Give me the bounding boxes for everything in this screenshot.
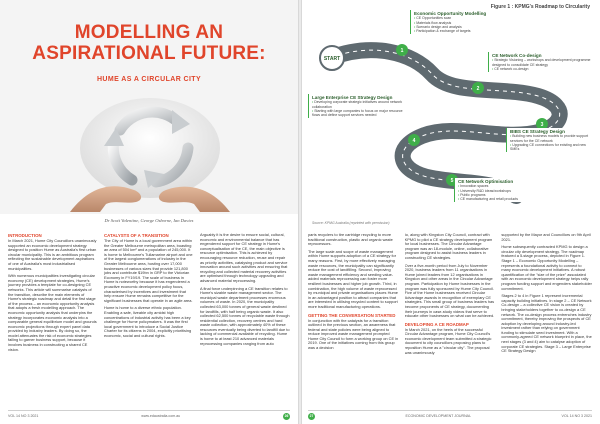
right-column-1 [308,233,399,411]
stage-item: • University R&D ideas/workshops [458,189,569,193]
paragraph: In March 2021, Hume City Councillors unanimously supported an economic development strategy designed to position Hume as Australia's first urban circular municipality. This is an ambitious program reflecting the sustainable development aspirations of one of Australia's most industrialised municipalities. [8,238,97,271]
figure-source: Source: KPMG Australia (reprinted with permission) [312,221,390,225]
title-line-2: ASPIRATIONAL FUTURE: [32,43,266,64]
stage-item: • Public programs [458,193,569,197]
paragraph: Hume subsequently contracted KPMG to design a circular city development strategy. The roadmap featured a 5-stage process, depicted in Figure 1. Stage 1 – Economic Opportunity Modelling – represents a foundational activity to connect to many economic development initiatives. A robust quantification of the "size of the prize" associated with an economic development strategy helps rally program funding support and engenders stakeholder commitment. [501,244,592,291]
svg-text:5: 5 [450,178,454,184]
article-subtitle: HUME AS A CIRCULAR CITY [96,76,202,83]
svg-text:1: 1 [400,48,404,54]
left-page-columns [8,233,290,411]
paragraph: A final force underpinning a CE transition relates to Hume's sizable waste management sector. The municipal waste department processes enormous volumes of waste. In 2020, the municipality collected 63,000 tonnes of general waste destined for landfills, with half being organic waste. It also collected 62,500 tonnes of recyclable waste through residential collection, recovery centres and hard waste collection, with approximately 40% of these resources eventually being diverted to landfill due to lacking of commercial available of recycling. Hume is home to at least 210 advanced materials reprocessing companies ranging from auto [200,285,290,346]
stage-item: • Strategic Visioning – workshops and development programme designed to consolidate CE strategy [492,58,591,66]
footer-issue: VOL 14 NO 3 2021 [561,414,592,418]
stage-item: • Materials flow analysis [414,21,537,25]
stage-item: • Upgrading CE connections for existing and new SMEs [510,143,593,151]
stage-item: • Starting with large companies to focus on major resource flows and define support services needed [312,109,405,117]
stage-item: • CE manufacturing and retail products [458,197,569,201]
stage-item: • CE network co-design [492,67,591,71]
left-column-3 [200,233,290,411]
title-line-1: MODELLING AN [74,22,224,43]
road-path [330,50,560,196]
svg-text:2: 2 [476,86,480,92]
right-page-footer [308,412,592,420]
paragraph: The large scale and scope of waste management within Hume supports adoption of a CE strategy for many reasons. First, by more effectively managing waste resources, the municipality can significantly reduce the cost of landfilling. Second, improving waste management efficiency and seeding value-added materials reprocessing can foster more resilient businesses and higher job growth. Third, in combination, the high volume of waste reprocessed by municipal and private organisations places Hume in an advantaged position to attract companies that are interested in utilising recycled content to support more traditional manufacturing operations. [308,248,398,309]
recycle-arrows-in-hands-icon [60,90,240,212]
stage-2-box [488,52,594,72]
footer-journal-name: ECONOMIC DEVELOPMENT JOURNAL [405,414,472,418]
section-heading-roadmap: DEVELOPING A CE ROADMAP [404,321,469,327]
paragraph: parts recyclers to tire cartridge recycling to more traditional construction, plastic and organic waste reprocessors. [308,233,393,247]
svg-text:4: 4 [412,138,416,144]
hero-banner [0,0,298,214]
stage-title: Large Enterprise CE Strategy Design [312,95,393,100]
stage-item: • Innovation spaces [458,184,569,188]
paragraph: Stages 2 to 4 in Figure 1 represent incremental capacity building initiatives. In stage 2 – CE Network Co-design – a collective CE vision is created by bringing stakeholders together to co-design a CE network. The co-design process entrenches industry commitment, thereby improving the prospects of CE adoption by developing around industry-led investment rather than relying on government funding to stimulate seed investment. With a commonly-agreed CE network blueprint in place, the next stages (3 and 4) aim to catalyse adoption of corporate CE strategies. Stage 3 – Large Enterprise CE Strategy Design [501,293,592,354]
paragraph: With numerous municipalities investigating circular economy (CE) development strategies, Hume's journey provides a template for co-designing CE networks. This article will summarise catalysts of the transition, describe the main elements of Hume's strategic roadmap and detail the first stage of the process – an economic opportunity analysis that adopts a fresh modelling approach. The economic opportunity analysis that underpins the strategy incorporates economic analysis into a comparable general equilibrium model and grounds economic projections through expert panel data provided by industry leaders. By doing so, the model attenuates the risk of economic strategies failing to garner business support, because it involves business in constructing a shared CE vision. [8,273,97,352]
stage-title: CE Network Optimisation [458,179,514,184]
svg-text:3: 3 [540,122,544,128]
section-heading-introduction: INTRODUCTION [8,233,42,238]
section-heading-conversation: GETTING THE CONVERSATION STARTED [308,312,396,318]
stage-title: Economic Opportunity Modelling [414,11,487,16]
stage-item: • Developing corporate strategic initiatives around network collaboration [312,100,405,108]
stage-1-box [410,10,540,34]
page-number: 26 [284,413,289,418]
stage-5-box [454,178,572,202]
figure-caption: Figure 1 : KPMG's Roadmap to Circularity [490,4,590,10]
paragraph: In conjunction with the catalysts for a transition outlined in the previous section, an awareness that federal and state policies were being aligned to reduce improved waste management prompted Hume City Council to form a working group on CE in 2019. One of the initiatives coming from this group was a decision [308,317,399,351]
stage-title: BIBS CE Strategy Design [510,129,565,134]
article-authors: Dr Scott Valentine, George Osborne, Ian Davies [104,218,194,223]
article-title [12,22,286,64]
stage-3-box [506,128,596,152]
paragraph: Hume is home to a diverse ethnic population. Enabling a safe, liveable city amidst high concentrations of industrial activity has been a key challenge for Hume policymakers. It was the first local government to introduce a Social Justice Charter for its citizens in 2004, explicitly prioritising economic, social and cultural rights. [104,305,192,338]
roadmap-figure [302,0,600,228]
stage-item: • Participation & exchange of targets [414,29,537,33]
paragraph: Arguably it is the desire to ensure social, cultural, economic and environmental balance that has engendered support for CE strategy in Hume's conceptualisation of the CE, the main objective is resource optimisation. This is achieved by encouraging resource reduction, reuse and repair as priority activities, catalysing product and service innovation around such activities and ensuring that recycling and collected material recovery activities are optimised through technology upgrading and advanced material reprocessing. [200,233,288,283]
left-column-1 [8,233,98,411]
stage-item: • CE Opportunities scan [414,16,537,20]
right-page [302,0,600,424]
paragraph: In March 2021, on the heels of the successful Circular Advantage program, Hume City Council's economic development team submitted a strategic document to city councillors proposing plans to reposition Hume as a "circular city". The proposal was unanimously [404,326,492,355]
right-column-3 [501,233,592,411]
footer-website-link[interactable]: www.edaustralia.com.au [141,414,181,418]
start-label: START [323,56,341,62]
footer-issue: VOL 14 NO 3 2021 [8,414,39,418]
stage-item: • Building new business models to provide support services for the CE network [510,134,593,142]
left-page-footer [8,412,290,420]
section-heading-catalysts: CATALYSTS OF A TRANSITION [104,233,169,238]
stage-item: • Scenario design and analysis [414,25,537,29]
footer-divider [8,410,290,411]
right-page-columns [308,233,592,411]
page-number: 27 [309,413,314,418]
paragraph: to, along with Kingston City Council, contract with KPMG to pilot a CE strategy development program for local businesses. The Circular Advantage program was an 18-module, online, collaborative program designed to assist business leaders in constructing CE strategies. [404,233,493,260]
stage-4-box [308,94,408,118]
paragraph: Over a five-month period from July to November 2020, business leaders from 11 organisations in Hume joined leaders from 12 organisations in Kingston and other areas in the Circular Advantage program. Participation by Hume businesses in the program was fully sponsored by Hume City Council. Five of the Hume businesses received Circular Advantage awards in recognition of exemplary CE strategies. This small group of business leaders has become proponents of CE strategy, documenting their journeys in case-study videos that serve to educate other businesses on what can be achieved. [404,262,495,319]
left-column-2 [104,233,194,411]
paragraph: The City of Hume is a local government area within the Greater Melbourne metropolitan area, boasting an area of 504 km² and a population of 245,000. It is home to Melbourne's Tullamarine airport and one of the largest conglomerations of industry in the Greater Melbourne area, hosting over 17,000 businesses of various sizes that provide 121,800 jobs and contribute $19bn in GRP to the Victorian Economy in FY19/19. The scale of business in Hume is noteworthy because it has engendered a proactive economic development policy focus, characterised by incentives and investment that help ensure Hume remains competitive for the significant businesses that operate in an agile area. [104,238,193,303]
footer-divider [308,410,592,411]
paragraph: supported by the Mayor and Councillors on 9th April 2021. [501,233,591,242]
left-page [0,0,298,424]
stage-title: CE Network Co-design [492,53,542,58]
right-column-2 [405,233,496,411]
